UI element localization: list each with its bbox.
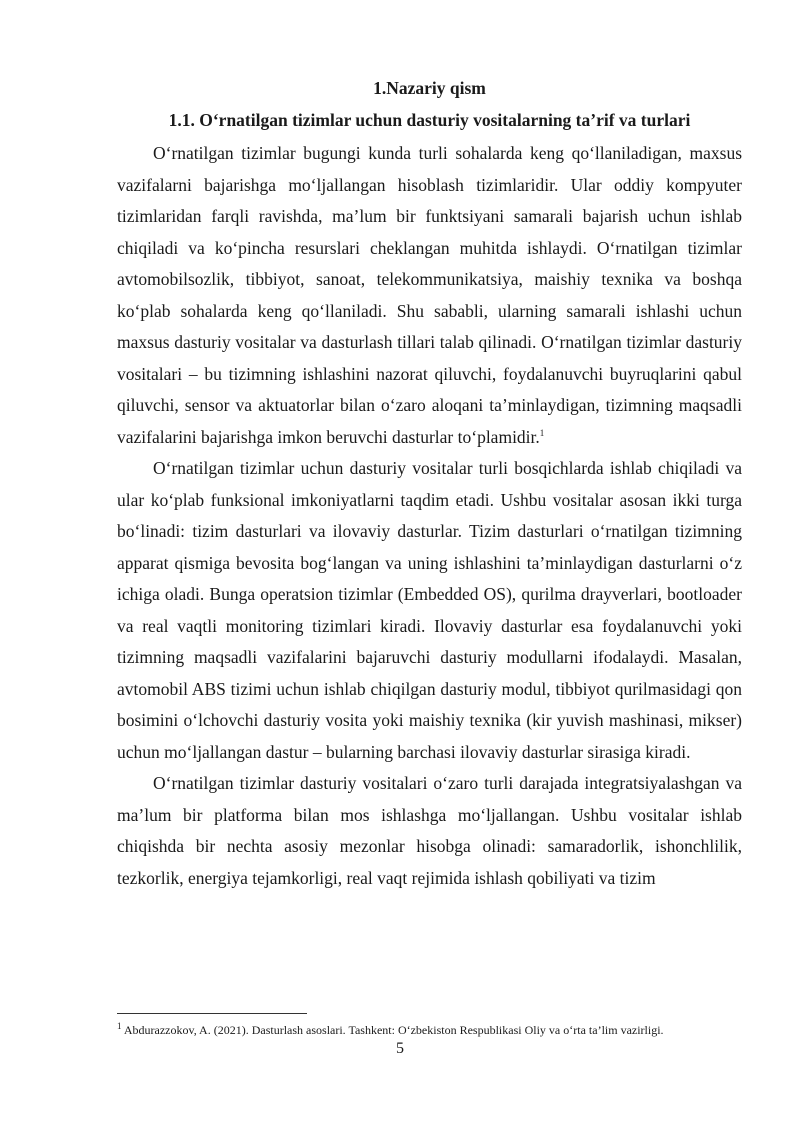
document-page xyxy=(117,74,742,894)
footnote-reference[interactable]: 1 xyxy=(539,427,545,438)
footnote-number: 1 xyxy=(117,1021,122,1031)
page-number: 5 xyxy=(396,1040,404,1057)
paragraph-3-text: O‘rnatilgan tizimlar dasturiy vositalari o‘zaro turli darajada integratsiyalashgan va ma’lum bir platforma bilan mos ishlashga mo‘ljallangan. Ushbu vositalar ishlab chiqishda bir nechta asosiy mezonlar hisobga olinadi: samaradorlik, ishonchlilik, tezkorlik, energiya tejamkorligi, real vaqt rejimida ishlash qobiliyati va tizim xyxy=(117,773,742,888)
footnote xyxy=(117,1022,757,1038)
footnote-divider xyxy=(117,1013,307,1014)
paragraph-3 xyxy=(117,768,742,894)
paragraph-1-text: O‘rnatilgan tizimlar bugungi kunda turli sohalarda keng qo‘llaniladigan, maxsus vazifalarni bajarishga mo‘ljallangan hisoblash tizimlaridir. Ular oddiy kompyuter tizimlaridan farqli ravishda, ma’lum bir funktsiyani samarali bajarish uchun ishlab chiqiladi va ko‘pincha resurslari cheklangan muhitda ishlaydi. O‘rnatilgan tizimlar avtomobilsozlik, tibbiyot, sanoat, telekommunikatsiya, maishiy texnika va boshqa ko‘plab sohalarda keng qo‘llaniladi. Shu sababli, ularning samarali ishlashi uchun maxsus dasturiy vositalar va dasturlash tillari talab qilinadi. O‘rnatilgan tizimlar dasturiy vositalari – bu tizimning ishlashini nazorat qiluvchi, foydalanuvchi buyruqlarini qabul qiluvchi, sensor va aktuatorlar bilan o‘zaro aloqani ta’minlaydigan, tizimning maqsadli vazifalarini bajarishga imkon beruvchi dasturlar to‘plamidir. xyxy=(117,143,742,447)
paragraph-2-text: O‘rnatilgan tizimlar uchun dasturiy vositalar turli bosqichlarda ishlab chiqiladi va ular ko‘plab funksional imkoniyatlarni taqdim etadi. Ushbu vositalar asosan ikki turga bo‘linadi: tizim dasturlari va ilovaviy dasturlar. Tizim dasturlari o‘rnatilgan tizimning apparat qismiga bevosita bog‘langan va uning ishlashini ta’minlaydigan dasturlarni o‘z ichiga oladi. Bunga operatsion tizimlar (Embedded OS), qurilma drayverlari, bootloader va real vaqtli monitoring tizimlari kiradi. Ilovaviy dasturlar esa foydalanuvchi yoki tizimning maqsadli vazifalarini bajaruvchi dasturiy modullarni ifodalaydi. Masalan, avtomobil ABS tizimi uchun ishlab chiqilgan dasturiy modul, tibbiyot qurilmasidagi qon bosimini o‘lchovchi dasturiy vosita yoki maishiy texnika (kir yuvish mashinasi, mikser) uchun mo‘ljallangan dastur – bularning barchasi ilovaviy dasturlar sirasiga kiradi. xyxy=(117,458,742,762)
section-title: 1.1. O‘rnatilgan tizimlar uchun dasturiy vositalarning ta’rif va turlari xyxy=(168,110,691,130)
footnote-text: Abdurazzokov, A. (2021). Dasturlash asoslari. Tashkent: O‘zbekiston Respublikasi Oliy va o‘rta ta’lim vazirligi. xyxy=(123,1023,664,1037)
chapter-title: 1.Nazariy qism xyxy=(373,78,486,98)
paragraph-1 xyxy=(117,138,742,453)
paragraph-2 xyxy=(117,453,742,768)
